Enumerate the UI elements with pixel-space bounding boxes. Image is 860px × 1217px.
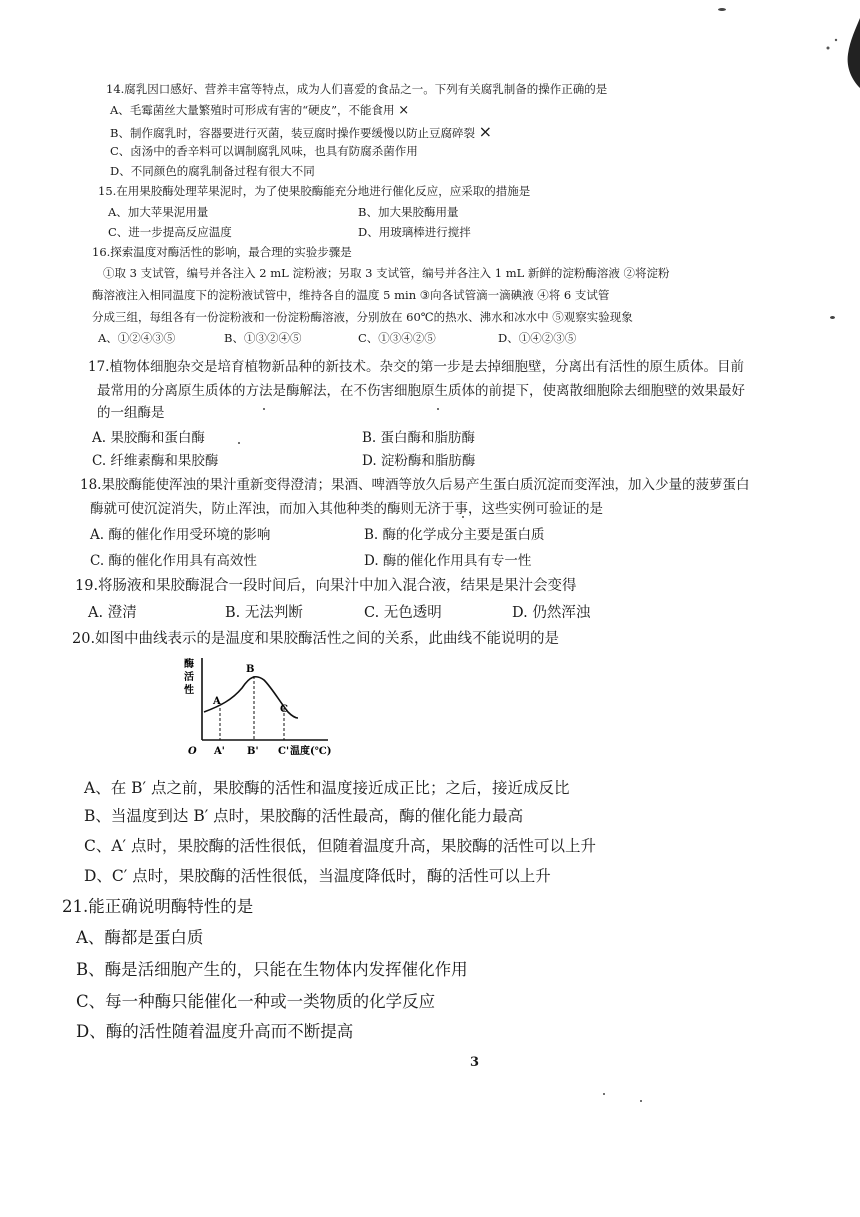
scan-speck [830, 316, 835, 319]
q17-stem-line-2: 最常用的分离原生质体的方法是酶解法，在不伤害细胞原生质体的前提下，使离散细胞除去细胞壁的效果最好 [97, 383, 745, 399]
q21-option-a: A、酶都是蛋白质 [76, 928, 204, 947]
q17-option-d: D. 淀粉酶和脂肪酶 [362, 453, 476, 469]
point-a-label: A [213, 696, 221, 707]
q14-option-a-text: A、毛霉菌丝大量繁殖时可形成有害的“硬皮”，不能食用 [110, 103, 395, 117]
point-b-label: B [246, 664, 255, 675]
scan-speck [640, 1100, 642, 1102]
q21-option-b: B、酶是活细胞产生的，只能在生物体内发挥催化作用 [76, 960, 468, 979]
q16-option-c: C、①③④②⑤ [358, 331, 436, 345]
q16-option-a: A、①②④③⑤ [98, 331, 176, 345]
enzyme-activity-curve [180, 650, 340, 760]
q17-stem-line-3: 的一组酶是 [97, 405, 165, 421]
wrong-mark: × [398, 103, 410, 118]
tick-a-label: A' [214, 746, 225, 757]
q21-option-c: C、每一种酶只能催化一种或一类物质的化学反应 [76, 992, 436, 1011]
q16-step-line-2: 酶溶液注入相同温度下的淀粉液试管中，维持各自的温度 5 min ③向各试管滴一滴碘液 ④将 6 支试管 [92, 288, 610, 302]
q16-option-d: D、①④②③⑤ [498, 331, 577, 345]
page-number: 3 [470, 1055, 480, 1070]
q17-option-c: C. 纤维素酶和果胶酶 [92, 453, 219, 469]
wrong-mark: × [478, 122, 493, 141]
scan-speck [718, 8, 726, 11]
scan-speck [263, 408, 265, 410]
x-axis-label: 温度(℃) [290, 746, 332, 757]
scan-speck [238, 442, 240, 444]
q20-option-b: B、当温度到达 B′ 点时，果胶酶的活性最高，酶的催化能力最高 [84, 807, 524, 825]
tick-b-label: B' [247, 746, 259, 757]
q18-stem-line-2: 酶就可使沉淀消失，防止浑浊，而加入其他种类的酶则无济于事，这些实例可验证的是 [90, 501, 603, 517]
q14-stem: 14.腐乳因口感好、营养丰富等特点，成为人们喜爱的食品之一。下列有关腐乳制备的操作正确的是 [106, 82, 608, 96]
q15-option-c: C、进一步提高反应温度 [108, 225, 232, 239]
q17-stem-line-1: 17.植物体细胞杂交是培育植物新品种的新技术。杂交的第一步是去掉细胞壁，分离出有活性的原生质体。目前 [88, 359, 744, 375]
q17-option-b: B. 蛋白酶和脂肪酶 [362, 430, 476, 446]
q16-stem: 16.探索温度对酶活性的影响，最合理的实验步骤是 [92, 245, 352, 259]
y-axis-label: 酶 活 性 [184, 659, 194, 696]
q20-stem: 20.如图中曲线表示的是温度和果胶酶活性之间的关系，此曲线不能说明的是 [72, 631, 560, 647]
q14-option-b [110, 122, 492, 141]
q16-step-line-1: ①取 3 支试管，编号并各注入 2 mL 淀粉液；另取 3 支试管，编号并各注入 1 mL 新鲜的淀粉酶溶液 ②将淀粉 [103, 266, 670, 280]
q14-option-b-text: B、制作腐乳时，容器要进行灭菌，装豆腐时操作要缓慢以防止豆腐碎裂 [110, 126, 475, 140]
q14-option-d: D、不同颜色的腐乳制备过程有很大不同 [110, 164, 315, 178]
q18-option-c: C. 酶的催化作用具有高效性 [90, 553, 257, 569]
q18-option-a: A. 酶的催化作用受环境的影响 [90, 527, 271, 543]
q19-option-d: D. 仍然浑浊 [512, 605, 591, 621]
q15-stem: 15.在用果胶酶处理苹果泥时，为了使果胶酶能充分地进行催化反应，应采取的措施是 [98, 184, 531, 198]
point-c-label: C [280, 704, 288, 715]
q14-option-a [110, 102, 409, 118]
q20-option-d: D、C′ 点时，果胶酶的活性很低，当温度降低时，酶的活性可以上升 [84, 867, 551, 885]
corner-blot [822, 18, 860, 88]
q18-option-b: B. 酶的化学成分主要是蛋白质 [364, 527, 545, 543]
q17-option-a: A. 果胶酶和蛋白酶 [92, 430, 205, 446]
q20-option-c: C、A′ 点时，果胶酶的活性很低，但随着温度升高，果胶酶的活性可以上升 [84, 837, 597, 855]
q19-option-a: A. 澄清 [88, 605, 137, 621]
q16-option-b: B、①③②④⑤ [224, 331, 302, 345]
q14-option-c: C、卤汤中的香辛料可以调制腐乳风味，也具有防腐杀菌作用 [110, 144, 418, 158]
q15-option-a: A、加大苹果泥用量 [108, 205, 209, 219]
scan-speck [437, 408, 439, 410]
q18-stem-line-1: 18.果胶酶能使浑浊的果汁重新变得澄清；果酒、啤酒等放久后易产生蛋白质沉淀而变浑浊，加入少量的菠萝蛋白 [80, 477, 750, 493]
q21-option-d: D、酶的活性随着温度升高而不断提高 [76, 1022, 354, 1041]
origin-label: O [188, 746, 197, 757]
q21-stem: 21.能正确说明酶特性的是 [62, 897, 254, 916]
scan-speck [603, 1093, 605, 1095]
q15-option-d: D、用玻璃棒进行搅拌 [358, 225, 471, 239]
q15-option-b: B、加大果胶酶用量 [358, 205, 459, 219]
q20-option-a: A、在 B′ 点之前，果胶酶的活性和温度接近成正比；之后，接近成反比 [84, 779, 570, 797]
tick-c-label: C' [278, 746, 290, 757]
q19-option-b: B. 无法判断 [225, 605, 303, 621]
q18-option-d: D. 酶的催化作用具有专一性 [364, 553, 532, 569]
q19-stem: 19.将肠液和果胶酶混合一段时间后，向果汁中加入混合液，结果是果汁会变得 [75, 578, 577, 594]
q16-step-line-3: 分成三组，每组各有一份淀粉液和一份淀粉酶溶液，分别放在 60℃的热水、沸水和冰水中 ⑤观察实验现象 [92, 310, 633, 324]
q19-option-c: C. 无色透明 [364, 605, 442, 621]
